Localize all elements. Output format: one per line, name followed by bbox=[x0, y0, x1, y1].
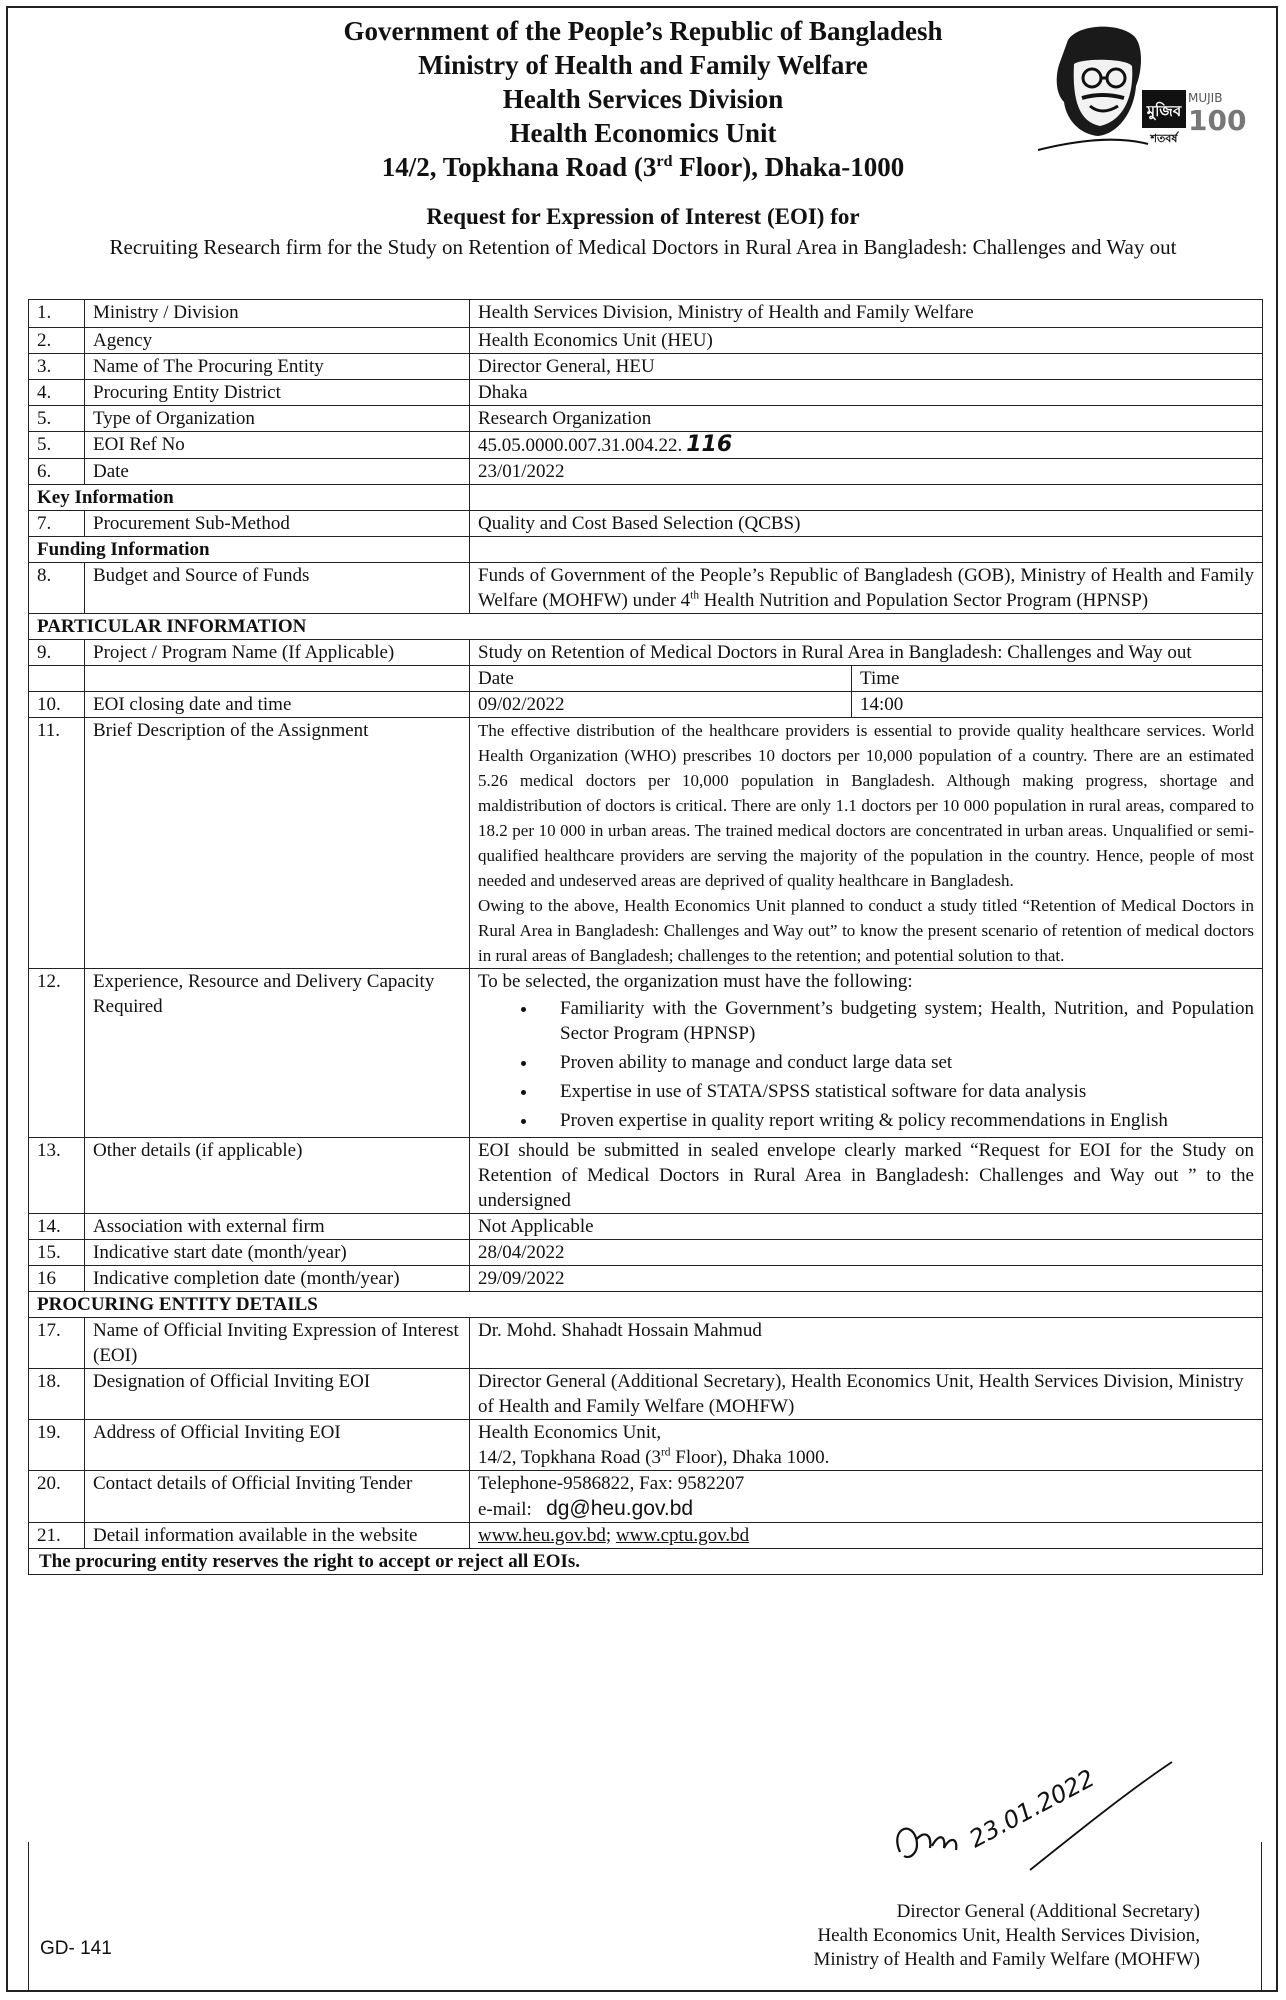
header-ministry: Ministry of Health and Family Welfare bbox=[418, 50, 868, 80]
table-row: 20. Contact details of Official Inviting Tender Telephone-9586822, Fax: 9582207 e-mail: dg@heu.gov.bd bbox=[29, 1471, 1263, 1523]
section-procuring-entity-details: PROCURING ENTITY DETAILS bbox=[29, 1292, 1263, 1318]
header-address: 14/2, Topkhana Road (3rd Floor), Dhaka-1000 bbox=[381, 152, 905, 182]
signatory-block: Director General (Additional Secretary) Health Economics Unit, Health Services Division, Ministry of Health and Family Welfare (MOHFW) bbox=[813, 1901, 1200, 1970]
list-item: • Expertise in use of STATA/SPSS statistical software for data analysis bbox=[538, 1079, 1254, 1104]
table-row: 14. Association with external firm Not Applicable bbox=[29, 1214, 1263, 1240]
table-row: 19. Address of Official Inviting EOI Health Economics Unit, 14/2, Topkhana Road (3rd Floor), Dhaka 1000. bbox=[29, 1420, 1263, 1471]
assignment-paragraph-1: The effective distribution of the healthcare providers is essential to provide quality healthcare services. World Health Organization (WHO) prescribes 10 doctors per 10,000 population of a country. There are an estimated 5.26 medical doctors per 10,000 population in Bangladesh. Although making progress, shortage and maldistribution of doctors is critical. There are only 1.1 doctors per 10 000 population in rural areas, compared to 18.2 per 10 000 in urban areas. The trained medical doctors are concentrated in urban areas. Unqualified or semi-qualified healthcare providers are serving the majority of the population in the country. Hence, people of most needed and undeserved areas are deprived of quality healthcare in Bangladesh. bbox=[478, 721, 1254, 890]
handwritten-signature bbox=[880, 1760, 1180, 1880]
eoi-table bbox=[28, 299, 1263, 1575]
table-row: 2. Agency Health Economics Unit (HEU) bbox=[29, 328, 1263, 354]
table-row: 1. Ministry / Division Health Services Division, Ministry of Health and Family Welfare bbox=[29, 300, 1263, 328]
gd-number: GD- 141 bbox=[40, 1938, 112, 1959]
section-key-information: Key Information bbox=[29, 485, 1263, 511]
eoi-title: Request for Expression of Interest (EOI) for bbox=[426, 204, 860, 229]
svg-text:শতবর্ষ: শতবর্ষ bbox=[1150, 132, 1178, 145]
svg-text:100: 100 bbox=[1188, 104, 1247, 137]
table-row: 16 Indicative completion date (month/year) 29/09/2022 bbox=[29, 1266, 1263, 1292]
table-row: 5. EOI Ref No 45.05.0000.007.31.004.22. 116 bbox=[29, 432, 1263, 459]
table-row: 13. Other details (if applicable) EOI should be submitted in sealed envelope clearly marked “Request for EOI for the Study on Retention of Medical Doctors in Rural Area in Bangladesh: Challenges and Way out ” to the undersigned bbox=[29, 1138, 1263, 1214]
eoi-subtitle: Recruiting Research firm for the Study on Retention of Medical Doctors in Rural Area in Bangladesh: Challenges and Way out bbox=[109, 235, 1177, 259]
table-row: 15. Indicative start date (month/year) 28/04/2022 bbox=[29, 1240, 1263, 1266]
table-row: 4. Procuring Entity District Dhaka bbox=[29, 380, 1263, 406]
svg-text:MUJIB: MUJIB bbox=[1188, 91, 1223, 105]
website-link-heu[interactable]: www.heu.gov.bd bbox=[478, 1525, 606, 1546]
eoi-ref-no: 45.05.0000.007.31.004.22. bbox=[478, 435, 683, 456]
list-item: • Proven ability to manage and conduct large data set bbox=[538, 1050, 1254, 1075]
table-row: 18. Designation of Official Inviting EOI Director General (Additional Secretary), Health Economics Unit, Health Services Division, Ministry of Health and Family Welfare (MOHFW) bbox=[29, 1369, 1263, 1420]
table-row: 3. Name of The Procuring Entity Director General, HEU bbox=[29, 354, 1263, 380]
table-row: 7. Procurement Sub-Method Quality and Cost Based Selection (QCBS) bbox=[29, 511, 1263, 537]
requirements-list bbox=[478, 996, 1254, 1133]
svg-text:23.01.2022: 23.01.2022 bbox=[964, 1764, 1100, 1854]
section-particular-information: PARTICULAR INFORMATION bbox=[29, 614, 1263, 640]
table-row: 12. Experience, Resource and Delivery Capacity Required To be selected, the organization must have the following: • Familiarity with the Government’s budgeting system; Health, Nutrition, and Population Sector Program (HPNSP) • Proven ability to manage and conduct large data set • Expertise in use of STATA/SPSS statistical software for data analysis • Proven expertise in quality report writing & policy recommendations in English bbox=[29, 969, 1263, 1138]
website-link-cptu[interactable]: www.cptu.gov.bd bbox=[615, 1525, 750, 1546]
table-row: Date Time bbox=[29, 666, 1263, 692]
header-unit: Health Economics Unit bbox=[509, 118, 777, 148]
email-link[interactable]: dg@heu.gov.bd bbox=[546, 1497, 694, 1520]
mujib-100-logo bbox=[1038, 22, 1247, 154]
table-row: 11. Brief Description of the Assignment The effective distribution of the healthcare providers is essential to provide quality healthcare services. World Health Organization (WHO) prescribes 10 doctors per 10,000 population of a country. There are an estimated 5.26 medical doctors per 10,000 population in Bangladesh. Although making progress, shortage and maldistribution of doctors is critical. There are only 1.1 doctors per 10 000 population in rural areas, compared to 18.2 per 10 000 in urban areas. The trained medical doctors are concentrated in urban areas. Unqualified or semi-qualified healthcare providers are serving the majority of the population in the country. Hence, people of most needed and undeserved areas are deprived of quality healthcare in Bangladesh. Owing to the above, Health Economics Unit planned to conduct a study titled “Retention of Medical Doctors in Rural Area in Bangladesh: Challenges and Way out” to know the present scenario of retention of medical doctors in rural areas of Bangladesh; challenges to the retention; and potential solution to that. bbox=[29, 718, 1263, 969]
reserve-row: The procuring entity reserves the right to accept or reject all EOIs. bbox=[29, 1549, 1263, 1575]
list-item: • Familiarity with the Government’s budgeting system; Health, Nutrition, and Population Sector Program (HPNSP) bbox=[538, 996, 1254, 1046]
list-item: • Proven expertise in quality report writing & policy recommendations in English bbox=[538, 1108, 1254, 1133]
table-row: 5. Type of Organization Research Organization bbox=[29, 406, 1263, 432]
handwritten-ref: 116 bbox=[686, 432, 733, 457]
section-funding-information: Funding Information bbox=[29, 537, 1263, 563]
table-row: 21. Detail information available in the website www.heu.gov.bd; www.cptu.gov.bd bbox=[29, 1523, 1263, 1549]
table-row: 17. Name of Official Inviting Expression of Interest (EOI) Dr. Mohd. Shahadt Hossain Mahmud bbox=[29, 1318, 1263, 1369]
table-row: 8. Budget and Source of Funds Funds of Government of the People’s Republic of Bangladesh (GOB), Ministry of Health and Family Welfare (MOHFW) under 4th Health Nutrition and Population Sector Program (HPNSP) bbox=[29, 563, 1263, 614]
table-row: 6. Date 23/01/2022 bbox=[29, 459, 1263, 485]
svg-text:মুজিব: মুজিব bbox=[1146, 102, 1182, 120]
table-row: 9. Project / Program Name (If Applicable) Study on Retention of Medical Doctors in Rural Area in Bangladesh: Challenges and Way out bbox=[29, 640, 1263, 666]
table-row: 10. EOI closing date and time 09/02/2022 14:00 bbox=[29, 692, 1263, 718]
header-division: Health Services Division bbox=[502, 84, 784, 114]
header-government: Government of the People’s Republic of Bangladesh bbox=[343, 16, 943, 46]
contact-phone: Telephone-9586822, Fax: 9582207 bbox=[478, 1473, 745, 1494]
assignment-paragraph-2: Owing to the above, Health Economics Unit planned to conduct a study titled “Retention of Medical Doctors in Rural Area in Bangladesh: Challenges and Way out” to know the present scenario of retention of medical doctors in rural areas of Bangladesh; challenges to the retention; and potential solution to that. bbox=[478, 896, 1254, 965]
